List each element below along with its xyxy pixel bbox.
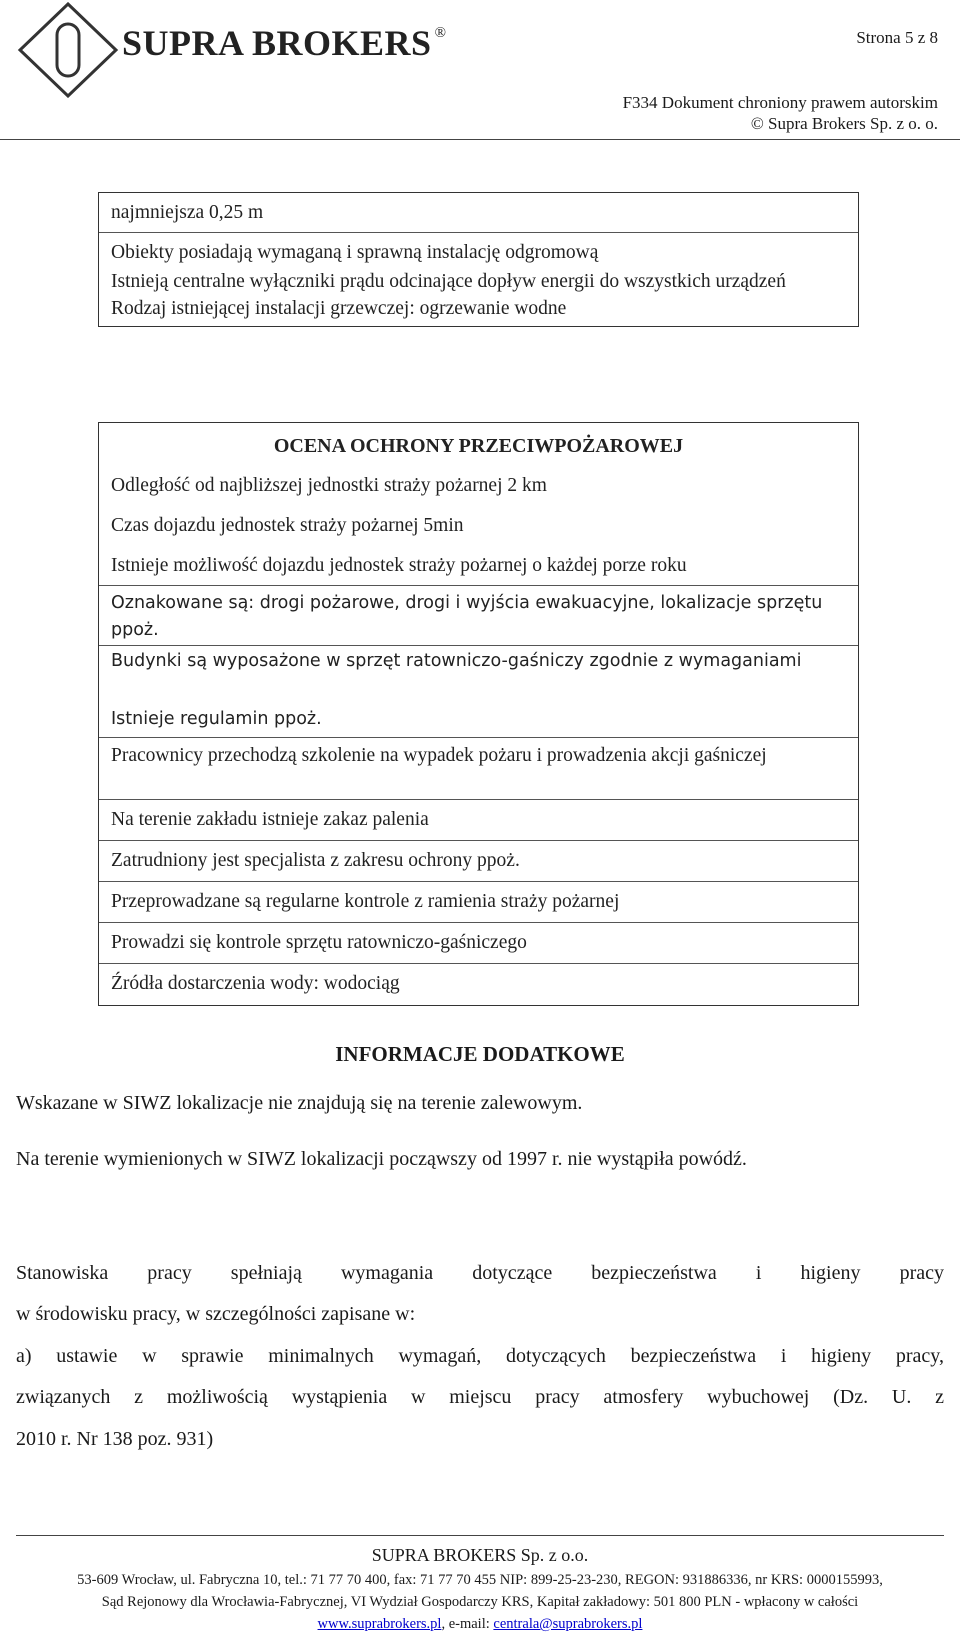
table-row: najmniejsza 0,25 m <box>99 193 858 233</box>
table-row: Istnieją centralne wyłączniki prądu odcinające dopływ energii do wszystkich urządzeń <box>111 271 786 292</box>
table-row: Obiekty posiadają wymaganą i sprawną instalację odgromową <box>111 242 599 263</box>
copyright-notice: F334 Dokument chroniony prawem autorskim <box>622 93 938 112</box>
table-row: Na terenie zakładu istnieje zakaz palenia <box>99 800 858 841</box>
table-row: Czas dojazdu jednostek straży pożarnej 5min <box>111 515 464 536</box>
email-label: , e-mail: <box>441 1616 494 1632</box>
footer-court: Sąd Rejonowy dla Wrocławia-Fabrycznej, VI Wydział Gospodarczy KRS, Kapitał zakładowy: 501 800 PLN - wpłacony w całości <box>101 1594 859 1610</box>
footer-contacts <box>0 1616 960 1633</box>
website-link[interactable]: www.suprabrokers.pl <box>317 1616 442 1632</box>
footer-company: SUPRA BROKERS Sp. z o.o. <box>371 1545 589 1565</box>
table-row: Odległość od najbliższej jednostki straży pożarnej 2 km <box>111 475 547 496</box>
email-link[interactable]: centrala@suprabrokers.pl <box>493 1616 643 1632</box>
brand-name: SUPRA BROKERS ® <box>122 23 447 63</box>
copyright-owner: © Supra Brokers Sp. z o. o. <box>750 114 938 133</box>
supra-logo-icon <box>16 2 120 98</box>
section-heading: INFORMACJE DODATKOWE <box>335 1042 625 1066</box>
table-row: Prowadzi się kontrole sprzętu ratowniczo-gaśniczego <box>99 923 858 964</box>
table-row: Zatrudniony jest specjalista z zakresu ochrony ppoż. <box>99 841 858 882</box>
paragraph: związanych z możliwością wystąpienia w miejscu pracy atmosfery wybuchowej (Dz. U. z <box>16 1386 944 1408</box>
footer-address: 53-609 Wrocław, ul. Fabryczna 10, tel.: 71 77 70 400, fax: 71 77 70 455 NIP: 899-25-23-230, REGON: 931886336, nr KRS: 0000155993, <box>77 1572 883 1588</box>
footer-divider <box>16 1535 944 1536</box>
page-header <box>0 0 960 133</box>
table-row: Źródła dostarczenia wody: wodociąg <box>111 973 400 994</box>
paragraph: Stanowiska pracy spełniają wymagania dotyczące bezpieczeństwa i higieny pracy <box>16 1262 944 1284</box>
table-row: Istnieje regulamin ppoż. <box>99 706 858 738</box>
building-info-table <box>98 192 859 327</box>
fire-protection-table <box>98 422 859 1006</box>
table-row: Oznakowane są: drogi pożarowe, drogi i wyjścia ewakuacyjne, lokalizacje sprzętu ppoż. <box>99 586 858 646</box>
table-row: Istnieje możliwość dojazdu jednostek straży pożarnej o każdej porze roku <box>99 546 858 586</box>
paragraph: a) ustawie w sprawie minimalnych wymagań, dotyczących bezpieczeństwa i higieny pracy, <box>16 1345 944 1367</box>
paragraph: w środowisku pracy, w szczególności zapisane w: <box>16 1303 416 1325</box>
header-divider <box>0 139 960 140</box>
paragraph: Wskazane w SIWZ lokalizacje nie znajdują się na terenie zalewowym. <box>16 1092 583 1114</box>
table-row: Budynki są wyposażone w sprzęt ratowniczo-gaśniczy zgodnie z wymaganiami <box>111 651 802 671</box>
table-row: Rodzaj istniejącej instalacji grzewczej: ogrzewanie wodne <box>111 298 567 319</box>
table-title: OCENA OCHRONY PRZECIWPOŻAROWEJ <box>273 435 684 457</box>
page-number: Strona 5 z 8 <box>856 28 938 47</box>
paragraph: Na terenie wymienionych w SIWZ lokalizacji począwszy od 1997 r. nie wystąpiła powódź. <box>16 1148 747 1170</box>
paragraph: 2010 r. Nr 138 poz. 931) <box>16 1428 214 1450</box>
table-row: Pracownicy przechodzą szkolenie na wypadek pożaru i prowadzenia akcji gaśniczej <box>99 738 858 800</box>
table-row: Przeprowadzane są regularne kontrole z ramienia straży pożarnej <box>99 882 858 923</box>
